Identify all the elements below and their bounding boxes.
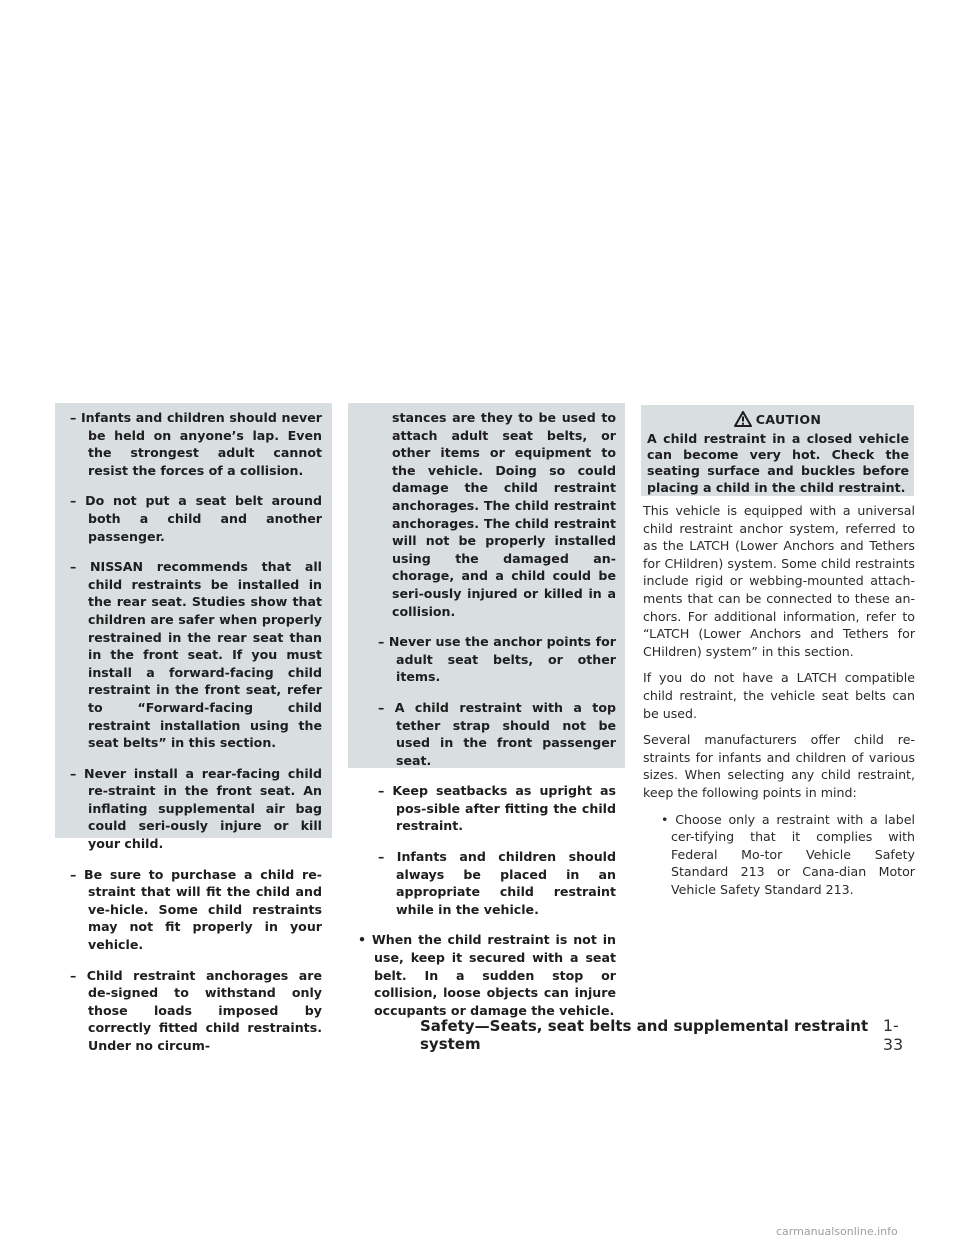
body-column-right [643, 502, 915, 898]
warning-item: – Child restraint anchorages are de-signed to withstand only those loads imposed by correctly fitted child restraints. Under no circum- [70, 967, 322, 1053]
caution-heading [641, 409, 914, 429]
warning-continuation: stances are they to be used to attach adult seat belts, or other items or equipment to the vehicle. Doing so could damage the child restraint anchorages. The child restraint anchorages. The child restraint will not be properly installed using the damaged an-chorage, and a child could be seri-ously injured or killed in a collision. [392, 410, 616, 619]
warning-item: – Never use the anchor points for adult seat belts, or other items. [378, 634, 616, 685]
warning-column-middle [358, 409, 616, 1019]
warning-item: – Never install a rear-facing child re-straint in the front seat. An inflating supplemental air bag could seri-ously injure or kill your child. [70, 765, 322, 852]
body-paragraph: This vehicle is equipped with a universal child restraint anchor system, referred to as the LATCH (Lower Anchors and Tethers for CHildren) system. Some child restraints include rigid or webbing-mounted attach-ments that can be connected to these an-chors. For additional information, refer to “LATCH (Lower Anchors and Tethers for CHildren) system” in this section. [643, 503, 915, 659]
caution-text: A child restraint in a closed vehicle can become very hot. Check the seating surface and buckles before placing a child in the child restraint. [647, 431, 909, 495]
page-number: 1-33 [882, 1016, 904, 1054]
warning-item: – Keep seatbacks as upright as pos-sible after fitting the child restraint. [378, 783, 616, 834]
watermark: carmanualsonline.info [776, 1225, 898, 1238]
caution-label: CAUTION [755, 411, 822, 427]
section-title: Safety—Seats, seat belts and supplemental restraint system [420, 1017, 869, 1053]
body-paragraph: Several manufacturers offer child re-straints for infants and children of various sizes. When selecting any child restraint, keep the following points in mind: [643, 732, 915, 800]
warning-triangle-icon [734, 411, 752, 427]
warning-item: – A child restraint with a top tether strap should not be used in the front passenger seat. [378, 699, 616, 768]
warning-column-left [70, 409, 322, 1055]
warning-item: – NISSAN recommends that all child restraints be installed in the rear seat. Studies show that children are safer when properly restrained in the rear seat than in the front seat. If you must install a forward-facing child restraint in the front seat, refer to “Forward-facing child restraint installation using the seat belts” in this section. [70, 559, 322, 751]
body-paragraph: If you do not have a LATCH compatible child restraint, the vehicle seat belts can be used. [643, 670, 915, 721]
body-bullet: • Choose only a restraint with a label cer-tifying that it complies with Federal Mo-tor Vehicle Safety Standard 213 or Cana-dian Motor Vehicle Safety Standard 213. [661, 811, 915, 897]
warning-item: – Do not put a seat belt around both a child and another passenger. [70, 493, 322, 544]
warning-item: – Be sure to purchase a child re-straint that will fit the child and ve-hicle. Some child restraints may not fit properly in your vehicle. [70, 866, 322, 953]
warning-item: – Infants and children should always be placed in an appropriate child restraint while in the vehicle. [378, 849, 616, 917]
warning-item: – Infants and children should never be held on anyone’s lap. Even the strongest adult cannot resist the forces of a collision. [70, 410, 322, 478]
warning-bullet: • When the child restraint is not in use, keep it secured with a seat belt. In a sudden stop or collision, loose objects can injure occupants or damage the vehicle. [358, 932, 616, 1018]
page-footer [420, 1016, 915, 1054]
